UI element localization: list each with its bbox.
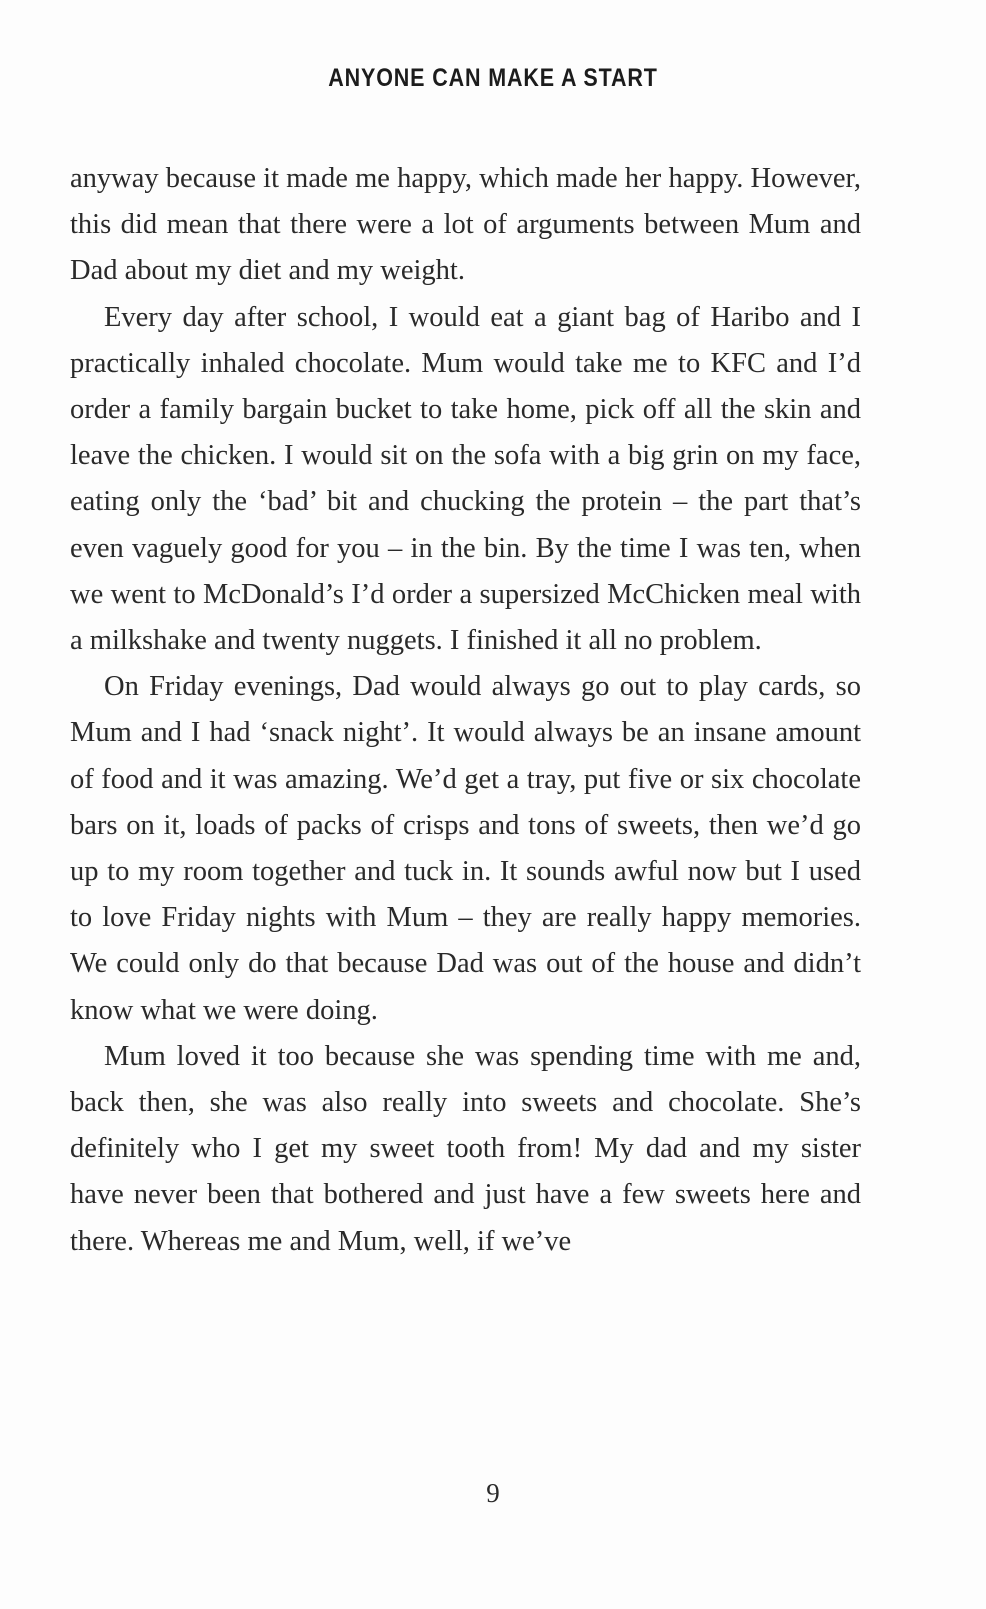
- running-head: ANYONE CAN MAKE A START: [328, 64, 658, 92]
- body-text: [70, 156, 861, 1265]
- page-number: 9: [486, 1478, 500, 1508]
- paragraph-2: Every day after school, I would eat a giant bag of Haribo and I practically inhaled chocolate. Mum would take me to KFC and I’d order a family bargain bucket to take home, pick off all the skin and leave the chicken. I would sit on the sofa with a big grin on my face, eating only the ‘bad’ bit and chucking the protein – the part that’s even vaguely good for you – in the bin. By the time I was ten, when we went to McDonald’s I’d order a supersized McChicken meal with a milkshake and twenty nuggets. I finished it all no problem.: [70, 301, 861, 657]
- paragraph-4: Mum loved it too because she was spending time with me and, back then, she was also really into sweets and chocolate. She’s definitely who I get my sweet tooth from! My dad and my sister have never been that bothered and just have a few sweets here and there. Whereas me and Mum, well, if we’ve: [70, 1040, 861, 1257]
- paragraph-1: anyway because it made me happy, which made her happy. However, this did mean that there were a lot of arguments between Mum and Dad about my diet and my weight.: [70, 163, 861, 287]
- paragraph-3: On Friday evenings, Dad would always go out to play cards, so Mum and I had ‘snack night’. It would always be an insane amount of food and it was amazing. We’d get a tray, put five or six chocolate bars on it, loads of packs of crisps and tons of sweets, then we’d go up to my room together and tuck in. It sounds awful now but I used to love Friday nights with Mum – they are really happy memories. We could only do that because Dad was out of the house and didn’t know what we were doing.: [70, 671, 861, 1026]
